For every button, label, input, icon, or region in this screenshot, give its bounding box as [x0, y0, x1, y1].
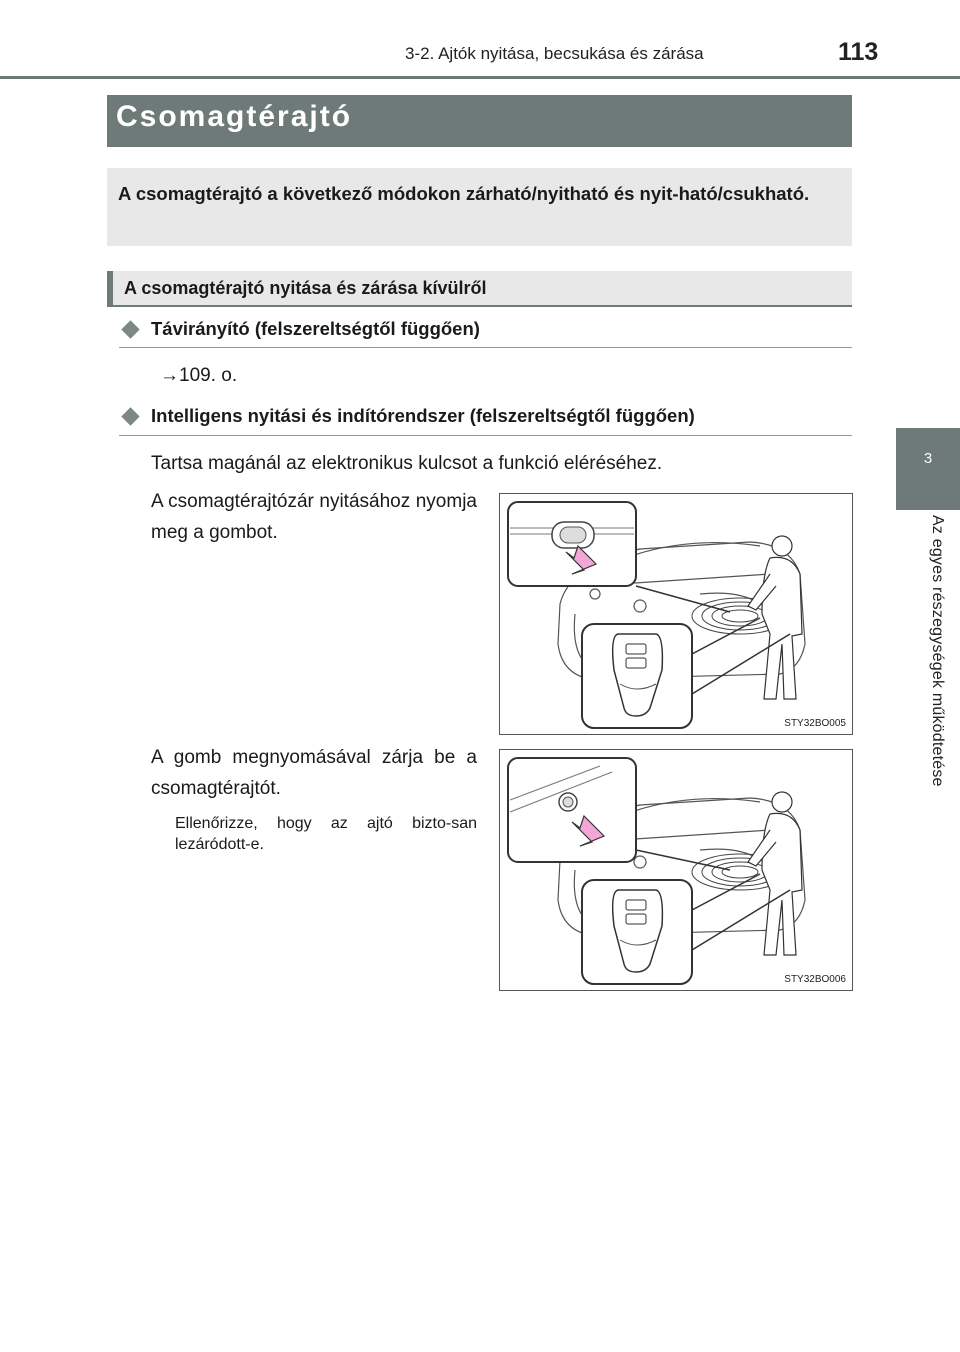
item-heading-smart-entry: Intelligens nyitási és indítórendszer (felszereltségtől függően) — [151, 405, 695, 426]
car-rear-illustration — [500, 494, 852, 734]
page-reference-link[interactable]: →109. o. — [160, 365, 238, 386]
car-rear-illustration — [500, 750, 852, 990]
illustration-open-button — [499, 493, 853, 735]
diamond-bullet-icon — [121, 407, 139, 425]
chapter-tab — [896, 428, 960, 510]
header-rule — [0, 76, 960, 79]
subsection-heading: A csomagtérajtó nyitása és zárása kívülről — [124, 278, 487, 298]
diamond-bullet-icon — [121, 320, 139, 338]
item-rule — [119, 435, 852, 436]
item-rule — [119, 347, 852, 348]
chapter-number: 3 — [923, 450, 933, 467]
item-heading-remote: Távirányító (felszereltségtől függően) — [151, 318, 480, 339]
page-number: 113 — [838, 38, 879, 66]
subsection-underline — [107, 305, 852, 307]
figure-code: STY32BO006 — [784, 974, 846, 985]
figure-code: STY32BO005 — [784, 718, 846, 729]
chapter-title: Az egyes részegységek működtetése — [929, 515, 946, 787]
intro-text: A csomagtérajtó a következő módokon zárható/nyitható és nyit-ható/csukható. — [118, 183, 810, 204]
body-text: Tartsa magánál az elektronikus kulcsot a funkció eléréséhez. — [151, 453, 663, 474]
page-title: Csomagtérajtó — [116, 100, 353, 133]
open-instruction: A csomagtérajtózár nyitásához nyomja meg a gombot. — [151, 491, 477, 543]
subsection-accent — [107, 271, 113, 307]
running-header: 3-2. Ajtók nyitása, becsukása és zárása — [405, 44, 704, 63]
illustration-close-button — [499, 749, 853, 991]
close-instruction: A gomb megnyomásával zárja be a csomagtérajtót. — [151, 747, 477, 799]
note-text: Ellenőrizze, hogy az ajtó bizto-san lezáródott-e. — [175, 815, 477, 853]
